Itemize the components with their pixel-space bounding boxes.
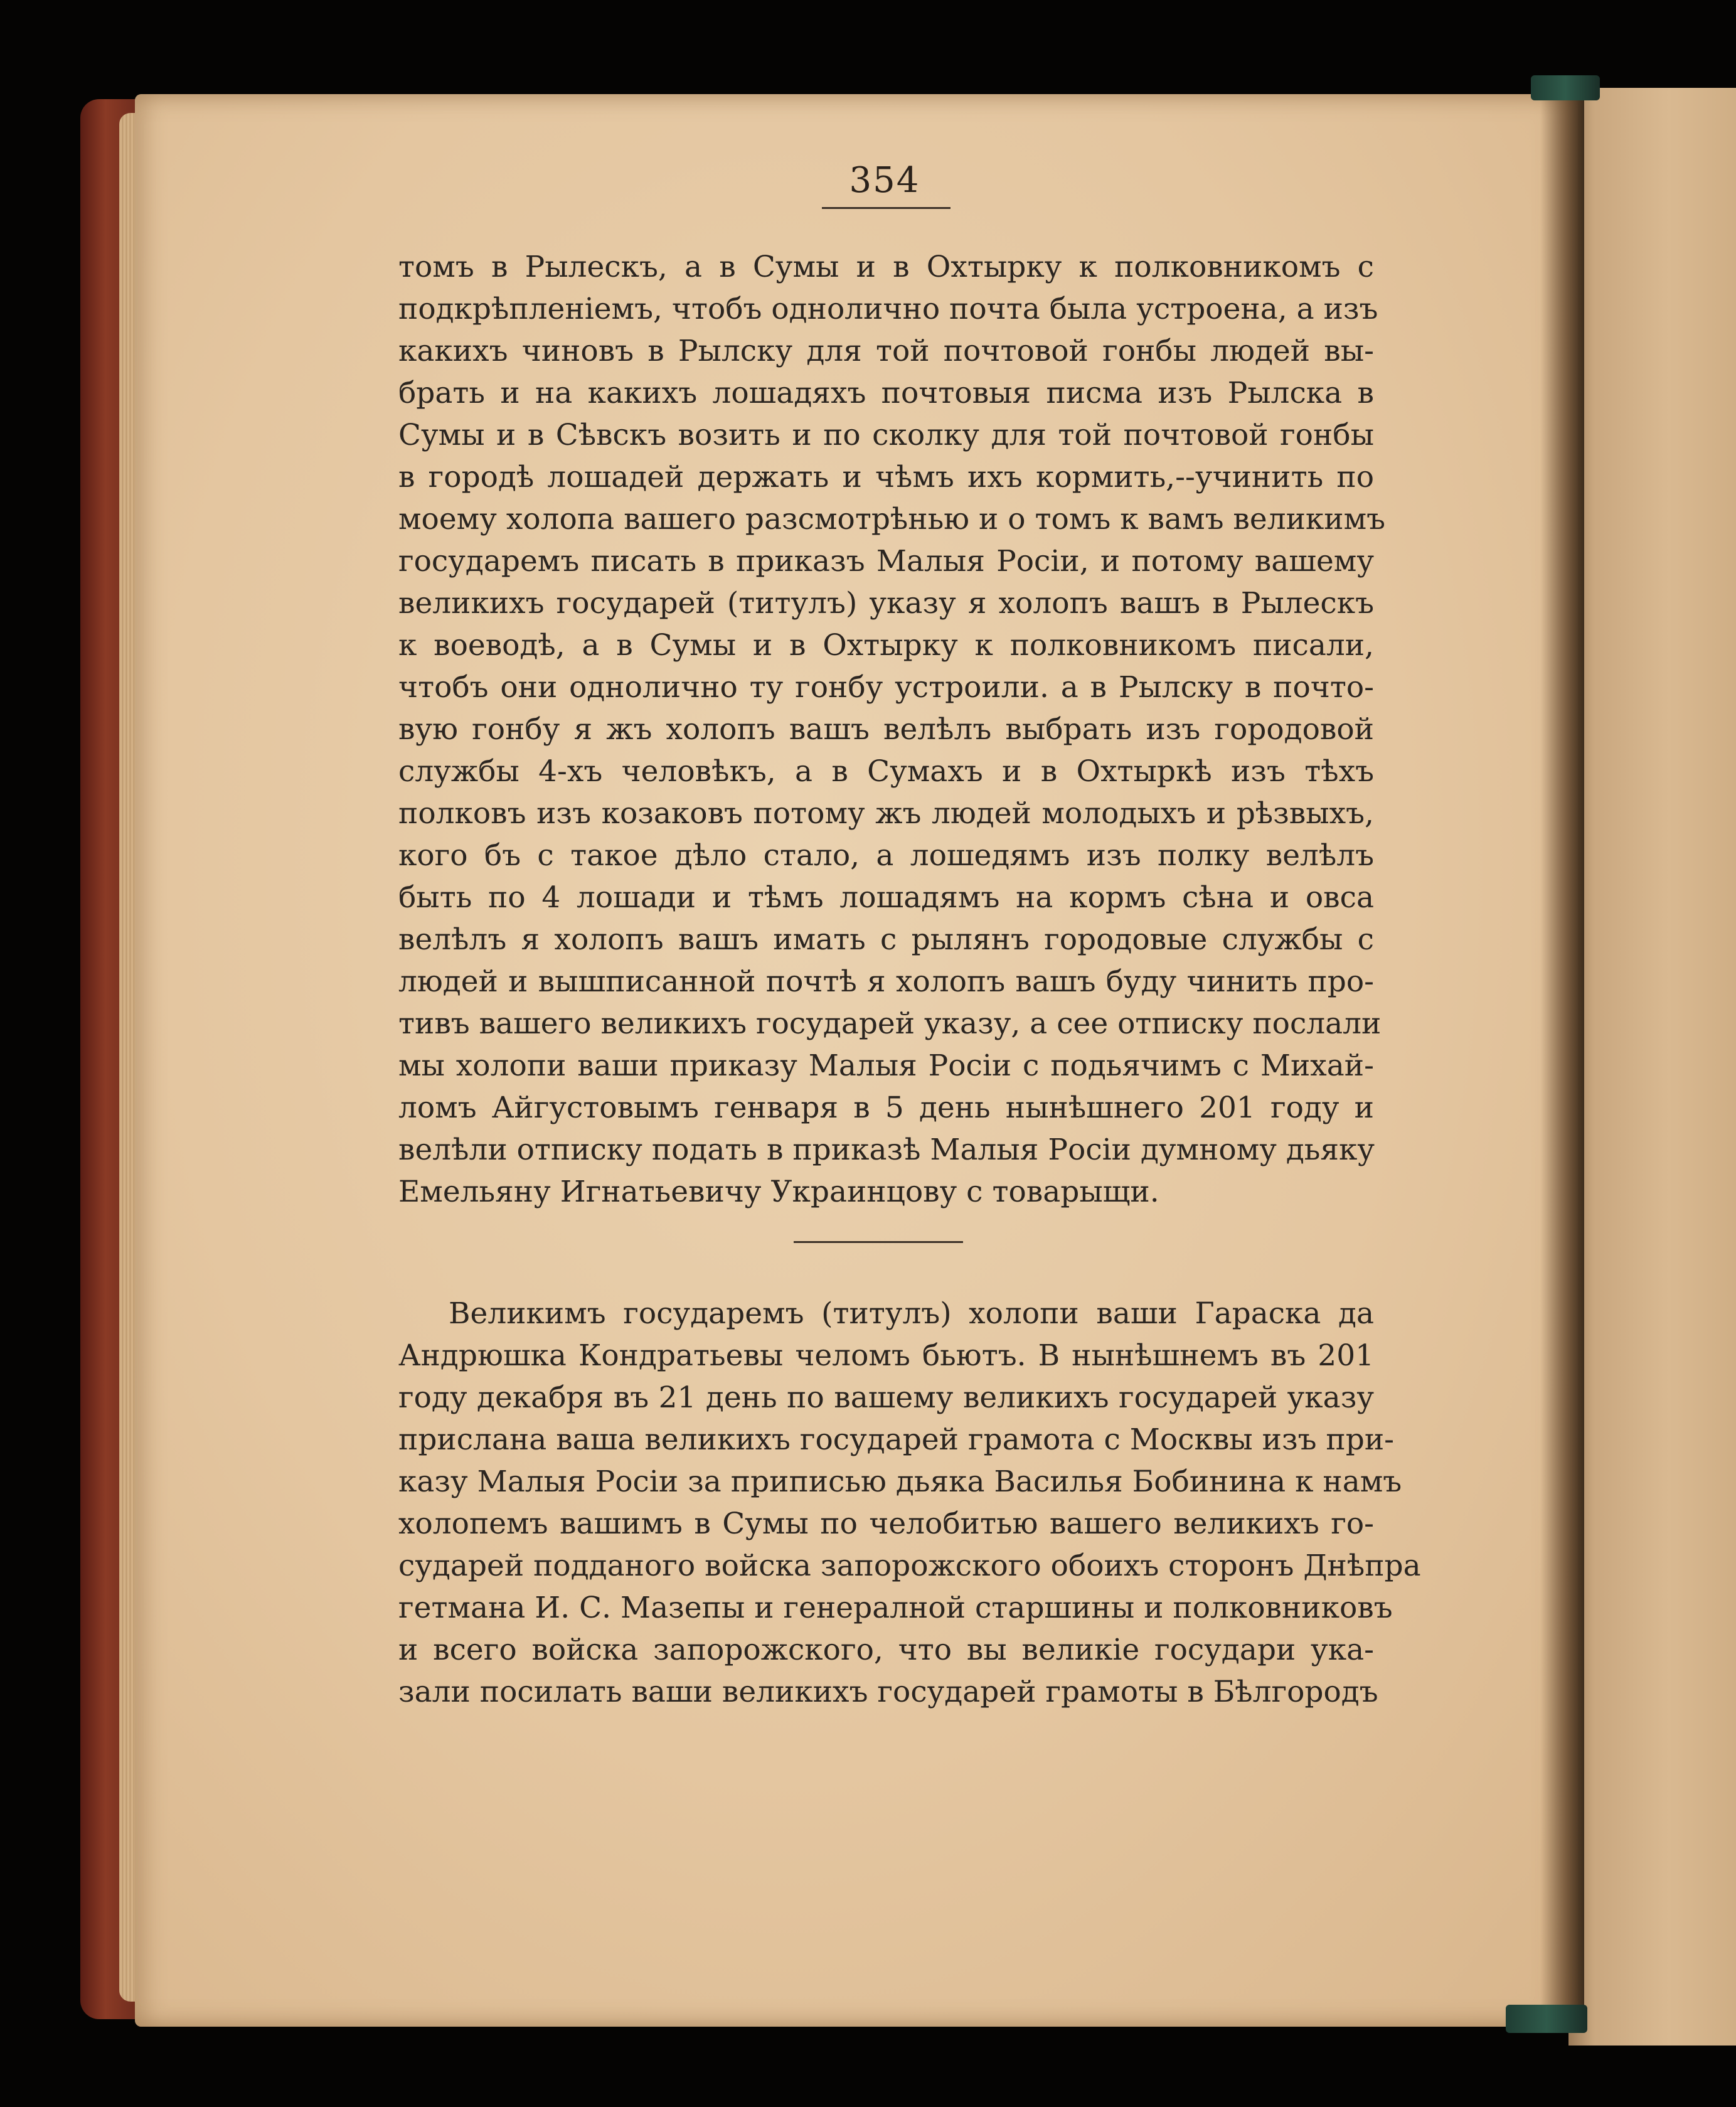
text-line: быть по 4 лошади и тѣмъ лошадямъ на кормъ сѣна и овса [398, 880, 1374, 915]
page-number-rule [822, 207, 951, 209]
text-line: к воеводѣ, а в Сумы и в Охтырку к полковникомъ писали, [398, 628, 1374, 663]
page-number: 354 [849, 160, 920, 201]
text-line: какихъ чиновъ в Рылску для той почтовой гонбы людей вы- [398, 334, 1374, 368]
paragraph-2 [398, 1293, 1421, 1713]
text-line: чтобъ они однолично ту гонбу устроили. а в Рылску в почто- [398, 670, 1374, 705]
text-line: кого бъ с такое дѣло стало, а лошедямъ изъ полку велѣлъ [398, 838, 1374, 873]
text-line: холопемъ вашимъ в Сумы по челобитью вашего великихъ го- [398, 1507, 1374, 1541]
text-line: велѣлъ я холопъ вашъ имать с рылянъ городовые службы с [398, 922, 1374, 957]
cover-corner-bottom [1506, 2005, 1587, 2033]
text-line: прислана ваша великихъ государей грамота с Москвы изъ при- [398, 1422, 1395, 1457]
text-line: зали посилать ваши великихъ государей грамоты в Бѣлгородъ [398, 1675, 1378, 1709]
section-divider [794, 1241, 963, 1243]
text-line: Емельяну Игнатьевичу Украинцову с товарыщи. [398, 1175, 1159, 1209]
text-line: великихъ государей (титулъ) указу я холопъ вашъ в Рылескъ [398, 586, 1374, 621]
cover-corner-top [1531, 75, 1600, 100]
text-line: сударей подданого войска запорожского обоихъ сторонъ Днѣпра [398, 1549, 1421, 1583]
text-line: казу Малыя Росіи за приписью дьяка Василья Бобинина к намъ [398, 1464, 1402, 1499]
text-line: мы холопи ваши приказу Малыя Росіи с подьячимъ с Михай- [398, 1048, 1374, 1083]
text-line: гетмана И. С. Мазепы и генералной старшины и полковниковъ [398, 1591, 1393, 1625]
spine-shadow [1540, 94, 1584, 2027]
text-line: полковъ изъ козаковъ потому жъ людей молодыхъ и рѣзвыхъ, [398, 796, 1374, 831]
text-line: ломъ Айгустовымъ генваря в 5 день нынѣшнего 201 году и [398, 1091, 1374, 1125]
text-line: и всего войска запорожского, что вы великіе государи ука- [398, 1633, 1374, 1667]
text-line: велѣли отписку подать в приказѣ Малыя Росіи думному дьяку [398, 1133, 1375, 1167]
text-line: вую гонбу я жъ холопъ вашъ велѣлъ выбрать изъ городовой [398, 712, 1374, 747]
text-line: брать и на какихъ лошадяхъ почтовыя писма изъ Рылска в [398, 376, 1374, 410]
text-line: в городѣ лошадей держать и чѣмъ ихъ кормить,--учинить по [398, 460, 1374, 494]
text-line: государемъ писать в приказъ Малыя Росіи, и потому вашему [398, 544, 1374, 579]
facing-page [1568, 88, 1736, 2046]
text-line: году декабря въ 21 день по вашему великихъ государей указу [398, 1380, 1374, 1415]
text-line: томъ в Рылескъ, а в Сумы и в Охтырку к полковникомъ с [398, 250, 1374, 284]
text-line: Сумы и в Сѣвскъ возить и по сколку для той почтовой гонбы [398, 418, 1374, 452]
text-line: моему холопа вашего разсмотрѣнью и о томъ к вамъ великимъ [398, 502, 1386, 536]
text-line: тивъ вашего великихъ государей указу, а сее отписку послали [398, 1006, 1382, 1041]
text-line: подкрѣпленіемъ, чтобъ однолично почта была устроена, а изъ [398, 292, 1378, 326]
paragraph-1 [398, 246, 1386, 1213]
text-line: людей и вышписанной почтѣ я холопъ вашъ буду чинить про- [398, 964, 1374, 999]
text-line: Андрюшка Кондратьевы челомъ бьютъ. В нынѣшнемъ въ 201 [398, 1338, 1374, 1373]
text-line: Великимъ государемъ (титулъ) холопи ваши Гараска да [449, 1296, 1374, 1331]
text-line: службы 4-хъ человѣкъ, а в Сумахъ и в Охтыркѣ изъ тѣхъ [398, 754, 1374, 789]
